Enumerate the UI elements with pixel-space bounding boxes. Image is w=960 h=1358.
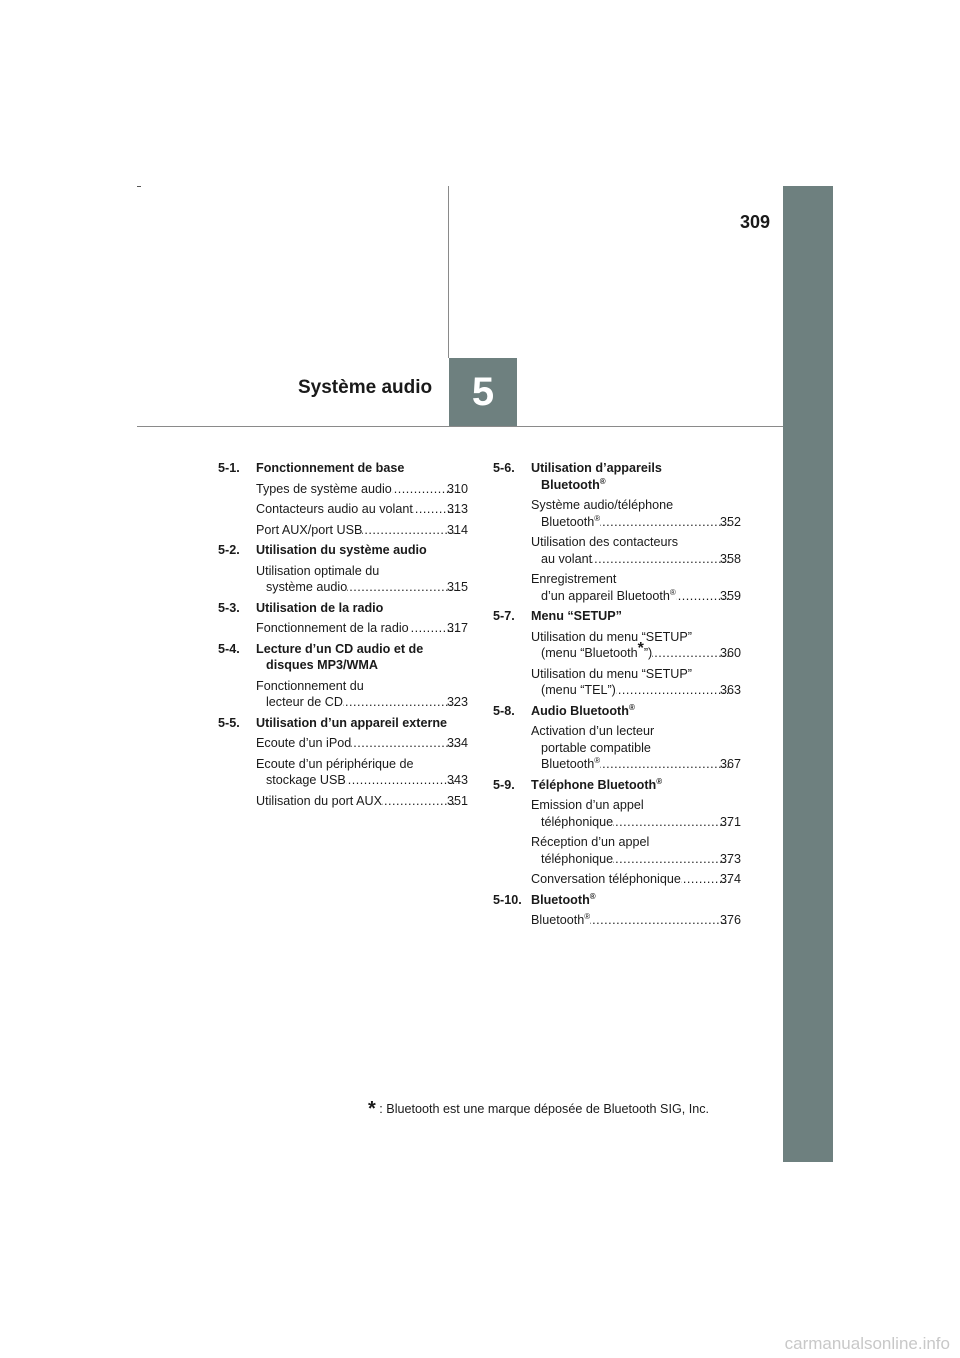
entry-label: téléphonique bbox=[541, 851, 614, 866]
toc-entry-line bbox=[531, 723, 741, 740]
entry-page-number: 317 bbox=[446, 621, 468, 635]
entry-page-number: 310 bbox=[446, 481, 468, 496]
toc-entry-text bbox=[256, 793, 468, 810]
toc-entry-leader-line bbox=[256, 735, 468, 752]
toc-section bbox=[218, 715, 468, 810]
section-title: Système audio bbox=[298, 377, 433, 398]
entry-page-number: 314 bbox=[446, 522, 468, 537]
toc-entry-leader-line bbox=[266, 694, 468, 711]
toc-entry-leader-line bbox=[266, 579, 468, 596]
toc-section bbox=[218, 460, 468, 538]
section-title-text: Utilisation de la radio bbox=[256, 600, 384, 615]
dot-leader bbox=[600, 756, 730, 773]
toc-entry-text bbox=[256, 620, 468, 637]
dot-leader bbox=[592, 551, 730, 568]
entry-label: Activation d’un lecteur bbox=[531, 724, 655, 738]
dot-leader bbox=[613, 851, 730, 868]
toc-section bbox=[218, 641, 468, 711]
entry-label: au volant bbox=[541, 551, 593, 566]
toc-section bbox=[493, 703, 741, 773]
toc-entry-text bbox=[531, 834, 741, 867]
toc-entry-text bbox=[531, 629, 741, 662]
footnote bbox=[368, 1098, 709, 1121]
toc-entry-text bbox=[531, 571, 741, 604]
entry-label: Contacteurs audio au volant bbox=[256, 502, 413, 516]
toc-entry-leader-line bbox=[541, 851, 741, 868]
entry-page-number: 323 bbox=[446, 695, 468, 709]
dot-leader bbox=[346, 772, 457, 789]
section-title-text: Utilisation d’un appareil externe bbox=[256, 715, 448, 730]
toc-entry-text bbox=[256, 481, 468, 498]
toc-entry-text bbox=[531, 497, 741, 530]
toc-entry-line bbox=[256, 756, 468, 773]
entry-label: système audio bbox=[266, 580, 348, 594]
entry-label: Bluetooth® bbox=[541, 513, 601, 529]
toc-entry-leader-line bbox=[256, 481, 468, 498]
trademark-asterisk: * bbox=[637, 640, 644, 657]
section-number: 5-8. bbox=[493, 703, 515, 718]
toc-entry bbox=[531, 571, 741, 604]
toc-entry bbox=[256, 735, 468, 752]
toc-entry bbox=[256, 563, 468, 596]
header-divider-vertical bbox=[448, 186, 449, 358]
entry-label: Utilisation du menu “SETUP” bbox=[531, 666, 692, 681]
entry-label: Conversation téléphonique bbox=[531, 872, 681, 886]
section-number: 5-3. bbox=[218, 600, 240, 615]
toc-section bbox=[493, 608, 741, 699]
toc-entry bbox=[256, 501, 468, 518]
toc-entry bbox=[531, 629, 741, 662]
entry-label: Ecoute d’un iPod bbox=[256, 736, 352, 750]
section-number: 5-9. bbox=[493, 777, 515, 792]
toc-section bbox=[218, 600, 468, 637]
toc-entry-leader-line bbox=[541, 640, 741, 662]
entry-label: Enregistrement bbox=[531, 572, 617, 586]
section-title-text: Fonctionnement de base bbox=[256, 461, 405, 475]
section-title-text: Utilisation d’appareils Bluetooth® bbox=[531, 461, 662, 492]
toc-entry-leader-line bbox=[266, 772, 468, 789]
toc-section-heading bbox=[493, 777, 741, 794]
dot-leader bbox=[382, 793, 457, 810]
toc-entry-text bbox=[531, 723, 741, 773]
toc-entry-leader-line bbox=[541, 551, 741, 568]
footnote-text: : Bluetooth est une marque déposée de Bluetooth SIG, Inc. bbox=[379, 1102, 710, 1116]
toc-entry bbox=[531, 834, 741, 867]
toc-entry-leader-line bbox=[541, 814, 741, 831]
entry-page-number: 351 bbox=[446, 793, 468, 808]
toc-entry bbox=[256, 522, 468, 539]
toc-section-heading bbox=[493, 460, 741, 493]
entry-page-number: 373 bbox=[719, 851, 741, 866]
registered-mark: ® bbox=[669, 587, 676, 597]
registered-mark: ® bbox=[599, 476, 606, 486]
toc-entry-leader-line bbox=[256, 793, 468, 810]
toc-entry-text bbox=[256, 756, 468, 789]
registered-mark: ® bbox=[594, 513, 601, 523]
toc-entry-leader-line bbox=[531, 871, 741, 888]
toc-entry bbox=[531, 666, 741, 699]
registered-mark: ® bbox=[589, 891, 596, 901]
toc-section-heading bbox=[493, 892, 741, 909]
section-number: 5-1. bbox=[218, 461, 240, 475]
section-title-text: Audio Bluetooth® bbox=[531, 702, 635, 718]
toc-entry-text bbox=[531, 797, 741, 830]
toc-right-column bbox=[493, 460, 741, 933]
section-number: 5-6. bbox=[493, 461, 515, 475]
entry-page-number: 363 bbox=[719, 683, 741, 697]
dot-leader bbox=[590, 912, 730, 929]
registered-mark: ® bbox=[656, 776, 663, 786]
toc-entry-line bbox=[531, 534, 741, 551]
toc-entry-line bbox=[531, 797, 741, 814]
toc-section bbox=[493, 460, 741, 604]
toc-section-heading bbox=[218, 460, 468, 477]
entry-label: portable compatible bbox=[541, 740, 651, 755]
dot-leader bbox=[351, 735, 457, 752]
header-divider-horizontal bbox=[137, 426, 783, 427]
page-number: 309 bbox=[739, 212, 770, 232]
entry-label: stockage USB bbox=[266, 773, 346, 787]
section-number: 5-7. bbox=[493, 609, 515, 623]
dot-leader bbox=[347, 579, 457, 596]
entry-label: Types de système audio bbox=[256, 481, 392, 496]
toc-entry bbox=[531, 871, 741, 888]
toc-entry-text bbox=[531, 534, 741, 567]
entry-label: Bluetooth® bbox=[541, 755, 601, 771]
toc-section-heading bbox=[218, 715, 468, 732]
toc-section bbox=[493, 892, 741, 929]
toc-entry-leader-line bbox=[256, 501, 468, 518]
toc-entry bbox=[256, 678, 468, 711]
chapter-side-tab bbox=[783, 186, 833, 1162]
toc-section bbox=[218, 542, 468, 596]
entry-label: Port AUX/port USB bbox=[256, 522, 363, 537]
entry-page-number: 367 bbox=[719, 757, 741, 771]
entry-page-number: 343 bbox=[446, 773, 468, 787]
toc-section-heading bbox=[493, 608, 741, 625]
chapter-number: 5 bbox=[471, 369, 495, 414]
section-title-text: Lecture d’un CD audio et de disques MP3/WMA bbox=[256, 641, 424, 672]
dot-leader bbox=[600, 514, 730, 531]
dot-leader bbox=[652, 645, 730, 662]
entry-label: Emission d’un appel bbox=[531, 798, 644, 812]
section-number: 5-10. bbox=[493, 892, 522, 907]
entry-label: Ecoute d’un périphérique de bbox=[256, 756, 414, 771]
entry-page-number: 358 bbox=[719, 551, 741, 566]
entry-label: Système audio/téléphone bbox=[531, 498, 674, 512]
toc-entry-leader-line bbox=[541, 514, 741, 531]
registered-mark: ® bbox=[628, 702, 635, 712]
section-title-text: Utilisation du système audio bbox=[256, 543, 427, 557]
dot-leader bbox=[616, 682, 730, 699]
toc-entry-leader-line bbox=[541, 756, 741, 773]
toc-entry bbox=[531, 534, 741, 567]
registered-mark: ® bbox=[594, 755, 601, 765]
toc-entry-text bbox=[531, 871, 741, 888]
registered-mark: ® bbox=[584, 911, 591, 921]
section-number: 5-2. bbox=[218, 543, 240, 557]
entry-page-number: 374 bbox=[719, 872, 741, 886]
dot-leader bbox=[362, 522, 457, 539]
toc-entry-line bbox=[531, 834, 741, 851]
toc-entry-line bbox=[541, 740, 741, 757]
entry-page-number: 376 bbox=[719, 913, 741, 927]
toc-entry-leader-line bbox=[531, 911, 741, 929]
entry-label: d’un appareil Bluetooth® bbox=[541, 587, 676, 603]
toc-entry-text bbox=[531, 666, 741, 699]
dot-leader bbox=[343, 694, 457, 711]
entry-label: téléphonique bbox=[541, 814, 614, 829]
entry-label: Utilisation du menu “SETUP” bbox=[531, 629, 692, 644]
toc-entry-text bbox=[256, 501, 468, 518]
section-number: 5-4. bbox=[218, 641, 240, 656]
entry-label: Utilisation des contacteurs bbox=[531, 535, 678, 549]
entry-label: lecteur de CD bbox=[266, 695, 343, 709]
toc-entry-line bbox=[256, 563, 468, 580]
entry-label: Fonctionnement du bbox=[256, 678, 364, 693]
toc-entry-leader-line bbox=[256, 522, 468, 539]
entry-label: Utilisation du port AUX bbox=[256, 793, 382, 808]
toc-entry-line bbox=[531, 497, 741, 514]
toc-entry bbox=[256, 793, 468, 810]
footnote-asterisk: * bbox=[368, 1098, 376, 1120]
toc-entry bbox=[256, 481, 468, 498]
entry-label: (menu “Bluetooth*”) bbox=[541, 640, 653, 660]
toc-entry-leader-line bbox=[541, 588, 741, 605]
toc-entry-text bbox=[256, 678, 468, 711]
crop-mark bbox=[137, 186, 141, 187]
toc-left-column bbox=[218, 460, 468, 813]
section-title-text: Menu “SETUP” bbox=[531, 609, 622, 623]
entry-label: Bluetooth® bbox=[531, 911, 591, 927]
toc-entry bbox=[256, 620, 468, 637]
toc-entry-text bbox=[256, 522, 468, 539]
section-title-text: Téléphone Bluetooth® bbox=[531, 776, 663, 792]
toc-entry-line bbox=[256, 678, 468, 695]
section-title-text: Bluetooth® bbox=[531, 891, 596, 907]
entry-page-number: 360 bbox=[719, 646, 741, 660]
dot-leader bbox=[613, 814, 730, 831]
toc-section-heading bbox=[218, 542, 468, 559]
entry-page-number: 315 bbox=[446, 580, 468, 594]
toc-entry-text bbox=[256, 735, 468, 752]
toc-entry-leader-line bbox=[541, 682, 741, 699]
entry-page-number: 371 bbox=[719, 814, 741, 829]
section-number: 5-5. bbox=[218, 715, 240, 730]
entry-label: (menu “TEL”) bbox=[541, 683, 616, 697]
toc-entry-line bbox=[531, 571, 741, 588]
entry-page-number: 334 bbox=[446, 736, 468, 750]
toc-entry-leader-line bbox=[256, 620, 468, 637]
toc-entry bbox=[531, 723, 741, 773]
entry-label: Réception d’un appel bbox=[531, 835, 650, 849]
chapter-number-box bbox=[449, 358, 517, 426]
entry-page-number: 359 bbox=[719, 588, 741, 603]
entry-label: Utilisation optimale du bbox=[256, 563, 380, 578]
toc-section-heading bbox=[218, 600, 468, 617]
entry-page-number: 313 bbox=[446, 502, 468, 516]
entry-label: Fonctionnement de la radio bbox=[256, 621, 409, 635]
toc-section-heading bbox=[493, 703, 741, 720]
toc-entry bbox=[531, 797, 741, 830]
toc-entry-text bbox=[256, 563, 468, 596]
toc-entry bbox=[531, 497, 741, 530]
toc-entry-line bbox=[531, 666, 741, 683]
entry-page-number: 352 bbox=[719, 514, 741, 529]
toc-section bbox=[493, 777, 741, 888]
toc-section-heading bbox=[218, 641, 468, 674]
toc-entry bbox=[531, 912, 741, 929]
toc-entry-text bbox=[531, 912, 741, 929]
watermark: carmanualsonline.info bbox=[784, 1334, 950, 1353]
toc-entry bbox=[256, 756, 468, 789]
